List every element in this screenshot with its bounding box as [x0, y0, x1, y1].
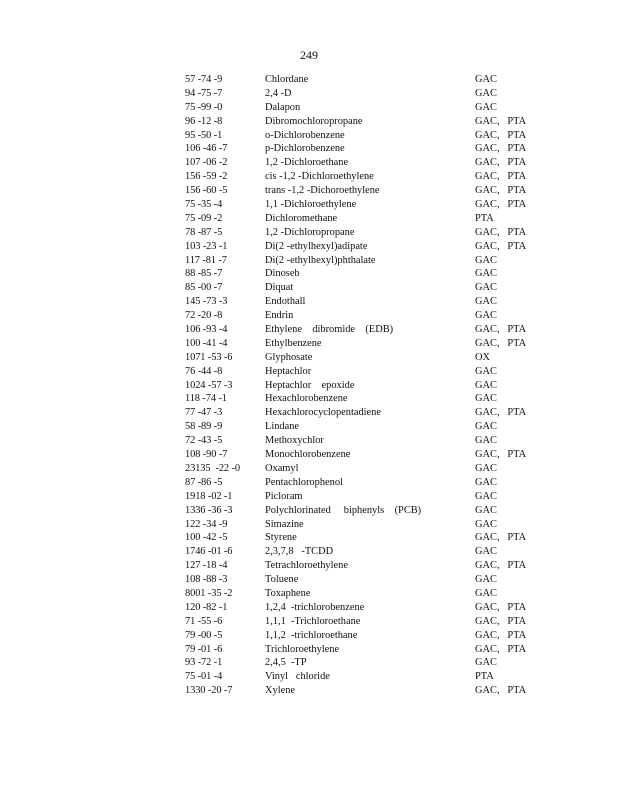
chemical-name-cell: Endothall — [265, 296, 306, 308]
treatment-cell: GAC, PTA — [475, 171, 527, 183]
chemical-name-cell: 2,4,5 -TP — [265, 657, 307, 669]
table-row — [185, 379, 545, 393]
treatment-cell: GAC, PTA — [475, 407, 527, 419]
table-row — [185, 629, 545, 643]
cas-number-cell: 106 -93 -4 — [185, 324, 228, 336]
chemical-name-cell: Ethylene dibromide (EDB) — [265, 324, 394, 336]
cas-number-cell: 57 -74 -9 — [185, 74, 223, 85]
treatment-cell: GAC, PTA — [475, 157, 527, 169]
cas-number-cell: 75 -99 -0 — [185, 101, 223, 113]
treatment-cell: GAC — [475, 393, 497, 405]
chemical-name-cell: Hexachlorobenzene — [265, 393, 348, 405]
chemical-name-cell: Xylene — [265, 685, 296, 697]
chemical-name-cell: Methoxychlor — [265, 435, 324, 447]
cas-number-cell: 103 -23 -1 — [185, 240, 228, 252]
chemical-name-cell: trans -1,2 -Dichoroethylene — [265, 185, 380, 197]
cas-number-cell: 77 -47 -3 — [185, 407, 223, 419]
treatment-cell: PTA — [475, 671, 494, 683]
treatment-cell: GAC — [475, 587, 497, 599]
table-row — [185, 531, 545, 545]
treatment-cell: OX — [475, 351, 491, 363]
chemical-name-cell: Dinoseb — [265, 268, 300, 280]
table-row — [185, 684, 545, 698]
treatment-cell: GAC, PTA — [475, 601, 527, 613]
table-row — [185, 392, 545, 406]
chemical-name-cell: Toluene — [265, 574, 299, 586]
table-row — [185, 115, 545, 129]
chemical-name-cell: Pentachlorophenol — [265, 476, 343, 488]
chemical-name-cell: 1,2 -Dichloroethane — [265, 157, 349, 169]
cas-number-cell: 122 -34 -9 — [185, 518, 228, 530]
cas-number-cell: 75 -09 -2 — [185, 212, 223, 224]
cas-number-cell: 71 -55 -6 — [185, 615, 223, 627]
treatment-cell: GAC — [475, 87, 497, 99]
treatment-cell: GAC, PTA — [475, 629, 527, 641]
treatment-cell: GAC, PTA — [475, 324, 527, 336]
chemical-name-cell: Hexachlorocyclopentadiene — [265, 407, 381, 419]
table-row — [185, 73, 545, 87]
treatment-cell: GAC — [475, 379, 497, 391]
table-row — [185, 573, 545, 587]
treatment-cell: GAC, PTA — [475, 615, 527, 627]
cas-number-cell: 79 -00 -5 — [185, 629, 223, 641]
table-row — [185, 156, 545, 170]
cas-number-cell: 87 -86 -5 — [185, 476, 223, 488]
chemical-name-cell: p-Dichlorobenzene — [265, 143, 345, 155]
chemical-name-cell: Chlordane — [265, 74, 309, 85]
chemical-name-cell: Simazine — [265, 518, 304, 530]
chemical-name-cell: Di(2 -ethylhexyl)adipate — [265, 240, 368, 252]
treatment-cell: GAC — [475, 518, 497, 530]
treatment-cell: GAC — [475, 657, 497, 669]
table-row — [185, 545, 545, 559]
treatment-cell: GAC — [475, 268, 497, 280]
table-row — [185, 406, 545, 420]
cas-number-cell: 108 -88 -3 — [185, 574, 228, 586]
treatment-cell: GAC, PTA — [475, 685, 527, 697]
treatment-cell: GAC — [475, 74, 497, 85]
chemical-name-cell: 1,2 -Dichloropropane — [265, 226, 355, 238]
cas-number-cell: 107 -06 -2 — [185, 157, 228, 169]
cas-number-cell: 145 -73 -3 — [185, 296, 228, 308]
cas-number-cell: 1336 -36 -3 — [185, 504, 233, 516]
cas-number-cell: 72 -20 -8 — [185, 310, 223, 322]
table-row — [185, 670, 545, 684]
chemical-name-cell: 1,1,1 -Trichloroethane — [265, 615, 361, 627]
table-row — [185, 351, 545, 365]
chemical-name-cell: Picloram — [265, 490, 303, 502]
cas-number-cell: 72 -43 -5 — [185, 435, 223, 447]
chemical-name-cell: Heptachlor epoxide — [265, 379, 355, 391]
treatment-cell: GAC — [475, 310, 497, 322]
table-row — [185, 101, 545, 115]
chemical-name-cell: Glyphosate — [265, 351, 313, 363]
cas-number-cell: 58 -89 -9 — [185, 421, 223, 433]
chemical-name-cell: Monochlorobenzene — [265, 449, 351, 461]
treatment-cell: GAC — [475, 101, 497, 113]
treatment-cell: GAC, PTA — [475, 643, 527, 655]
treatment-cell: GAC, PTA — [475, 199, 527, 211]
treatment-cell: GAC, PTA — [475, 337, 527, 349]
treatment-cell: GAC — [475, 365, 497, 377]
cas-number-cell: 127 -18 -4 — [185, 560, 228, 572]
cas-number-cell: 100 -41 -4 — [185, 337, 228, 349]
chemical-name-cell: Toxaphene — [265, 587, 311, 599]
chemical-name-cell: Dibromochloropropane — [265, 115, 363, 127]
table-row — [185, 254, 545, 268]
chemical-name-cell: 1,1 -Dichloroethylene — [265, 199, 357, 211]
chemical-name-cell: 2,3,7,8 -TCDD — [265, 546, 334, 558]
chemical-name-cell: Lindane — [265, 421, 300, 433]
table-row — [185, 462, 545, 476]
chemical-name-cell: cis -1,2 -Dichloroethylene — [265, 171, 374, 183]
cas-number-cell: 96 -12 -8 — [185, 115, 223, 127]
cas-number-cell: 1071 -53 -6 — [185, 351, 233, 363]
chemical-name-cell: Heptachlor — [265, 365, 312, 377]
cas-number-cell: 8001 -35 -2 — [185, 587, 233, 599]
chemical-name-cell: 2,4 -D — [265, 87, 292, 99]
table-row — [185, 615, 545, 629]
treatment-cell: GAC, PTA — [475, 129, 527, 141]
cas-number-cell: 78 -87 -5 — [185, 226, 223, 238]
cas-number-cell: 156 -59 -2 — [185, 171, 228, 183]
table-row — [185, 504, 545, 518]
chemical-name-cell: 1,1,2 -trichloroethane — [265, 629, 358, 641]
table-row — [185, 198, 545, 212]
table-row — [185, 559, 545, 573]
cas-number-cell: 156 -60 -5 — [185, 185, 228, 197]
cas-number-cell: 94 -75 -7 — [185, 87, 223, 99]
table-row — [185, 323, 545, 337]
treatment-cell: GAC — [475, 504, 497, 516]
chemical-name-cell: o-Dichlorobenzene — [265, 129, 345, 141]
chemical-name-cell: Endrin — [265, 310, 294, 322]
table-row — [185, 448, 545, 462]
treatment-cell: GAC — [475, 282, 497, 294]
treatment-cell: GAC, PTA — [475, 532, 527, 544]
table-row — [185, 295, 545, 309]
treatment-cell: GAC — [475, 435, 497, 447]
cas-number-cell: 76 -44 -8 — [185, 365, 223, 377]
table-row — [185, 365, 545, 379]
table-row — [185, 267, 545, 281]
chemical-name-cell: 1,2,4 -trichlorobenzene — [265, 601, 365, 613]
treatment-cell: GAC — [475, 296, 497, 308]
chemical-table — [185, 73, 545, 698]
treatment-cell: GAC — [475, 254, 497, 266]
table-row — [185, 434, 545, 448]
table-row — [185, 129, 545, 143]
table-row — [185, 142, 545, 156]
chemical-name-cell: Dalapon — [265, 101, 301, 113]
chemical-name-cell: Diquat — [265, 282, 294, 294]
table-row — [185, 420, 545, 434]
chemical-name-cell: Polychlorinated biphenyls (PCB) — [265, 504, 422, 516]
chemical-name-cell: Oxamyl — [265, 462, 299, 474]
treatment-cell: GAC, PTA — [475, 560, 527, 572]
table-row — [185, 309, 545, 323]
treatment-cell: GAC, PTA — [475, 115, 527, 127]
table-row — [185, 184, 545, 198]
cas-number-cell: 75 -35 -4 — [185, 199, 223, 211]
table-row — [185, 476, 545, 490]
table-row — [185, 226, 545, 240]
cas-number-cell: 75 -01 -4 — [185, 671, 223, 683]
treatment-cell: GAC — [475, 476, 497, 488]
cas-number-cell: 1918 -02 -1 — [185, 490, 233, 502]
table-row — [185, 656, 545, 670]
cas-number-cell: 120 -82 -1 — [185, 601, 228, 613]
treatment-cell: GAC, PTA — [475, 449, 527, 461]
page-number: 249 — [300, 48, 318, 62]
chemical-name-cell: Tetrachloroethylene — [265, 560, 348, 572]
chemical-name-cell: Ethylbenzene — [265, 337, 322, 349]
cas-number-cell: 1024 -57 -3 — [185, 379, 233, 391]
treatment-cell: GAC, PTA — [475, 143, 527, 155]
table-row — [185, 490, 545, 504]
table-row — [185, 643, 545, 657]
cas-number-cell: 108 -90 -7 — [185, 449, 228, 461]
table-row — [185, 240, 545, 254]
cas-number-cell: 118 -74 -1 — [185, 393, 227, 405]
cas-number-cell: 1746 -01 -6 — [185, 546, 233, 558]
table-row — [185, 337, 545, 351]
cas-number-cell: 23135 -22 -0 — [185, 462, 240, 474]
table-row — [185, 587, 545, 601]
table-row — [185, 212, 545, 226]
chemical-name-cell: Dichloromethane — [265, 212, 338, 224]
treatment-cell: GAC — [475, 421, 497, 433]
chemical-name-cell: Styrene — [265, 532, 297, 544]
cas-number-cell: 85 -00 -7 — [185, 282, 223, 294]
chemical-name-cell: Trichloroethylene — [265, 643, 340, 655]
treatment-cell: GAC — [475, 574, 497, 586]
chemical-name-cell: Vinyl chloride — [265, 671, 330, 683]
cas-number-cell: 93 -72 -1 — [185, 657, 223, 669]
cas-number-cell: 100 -42 -5 — [185, 532, 228, 544]
cas-number-cell: 88 -85 -7 — [185, 268, 223, 280]
treatment-cell: PTA — [475, 212, 494, 224]
treatment-cell: GAC, PTA — [475, 226, 527, 238]
treatment-cell: GAC, PTA — [475, 185, 527, 197]
table-row — [185, 601, 545, 615]
table-row — [185, 281, 545, 295]
chemical-name-cell: Di(2 -ethylhexyl)phthalate — [265, 254, 376, 266]
treatment-cell: GAC, PTA — [475, 240, 527, 252]
cas-number-cell: 117 -81 -7 — [185, 254, 227, 266]
table-row — [185, 87, 545, 101]
cas-number-cell: 1330 -20 -7 — [185, 685, 233, 697]
treatment-cell: GAC — [475, 546, 497, 558]
cas-number-cell: 79 -01 -6 — [185, 643, 223, 655]
table-row — [185, 518, 545, 532]
cas-number-cell: 106 -46 -7 — [185, 143, 228, 155]
treatment-cell: GAC — [475, 490, 497, 502]
table-row — [185, 170, 545, 184]
treatment-cell: GAC — [475, 462, 497, 474]
cas-number-cell: 95 -50 -1 — [185, 129, 223, 141]
